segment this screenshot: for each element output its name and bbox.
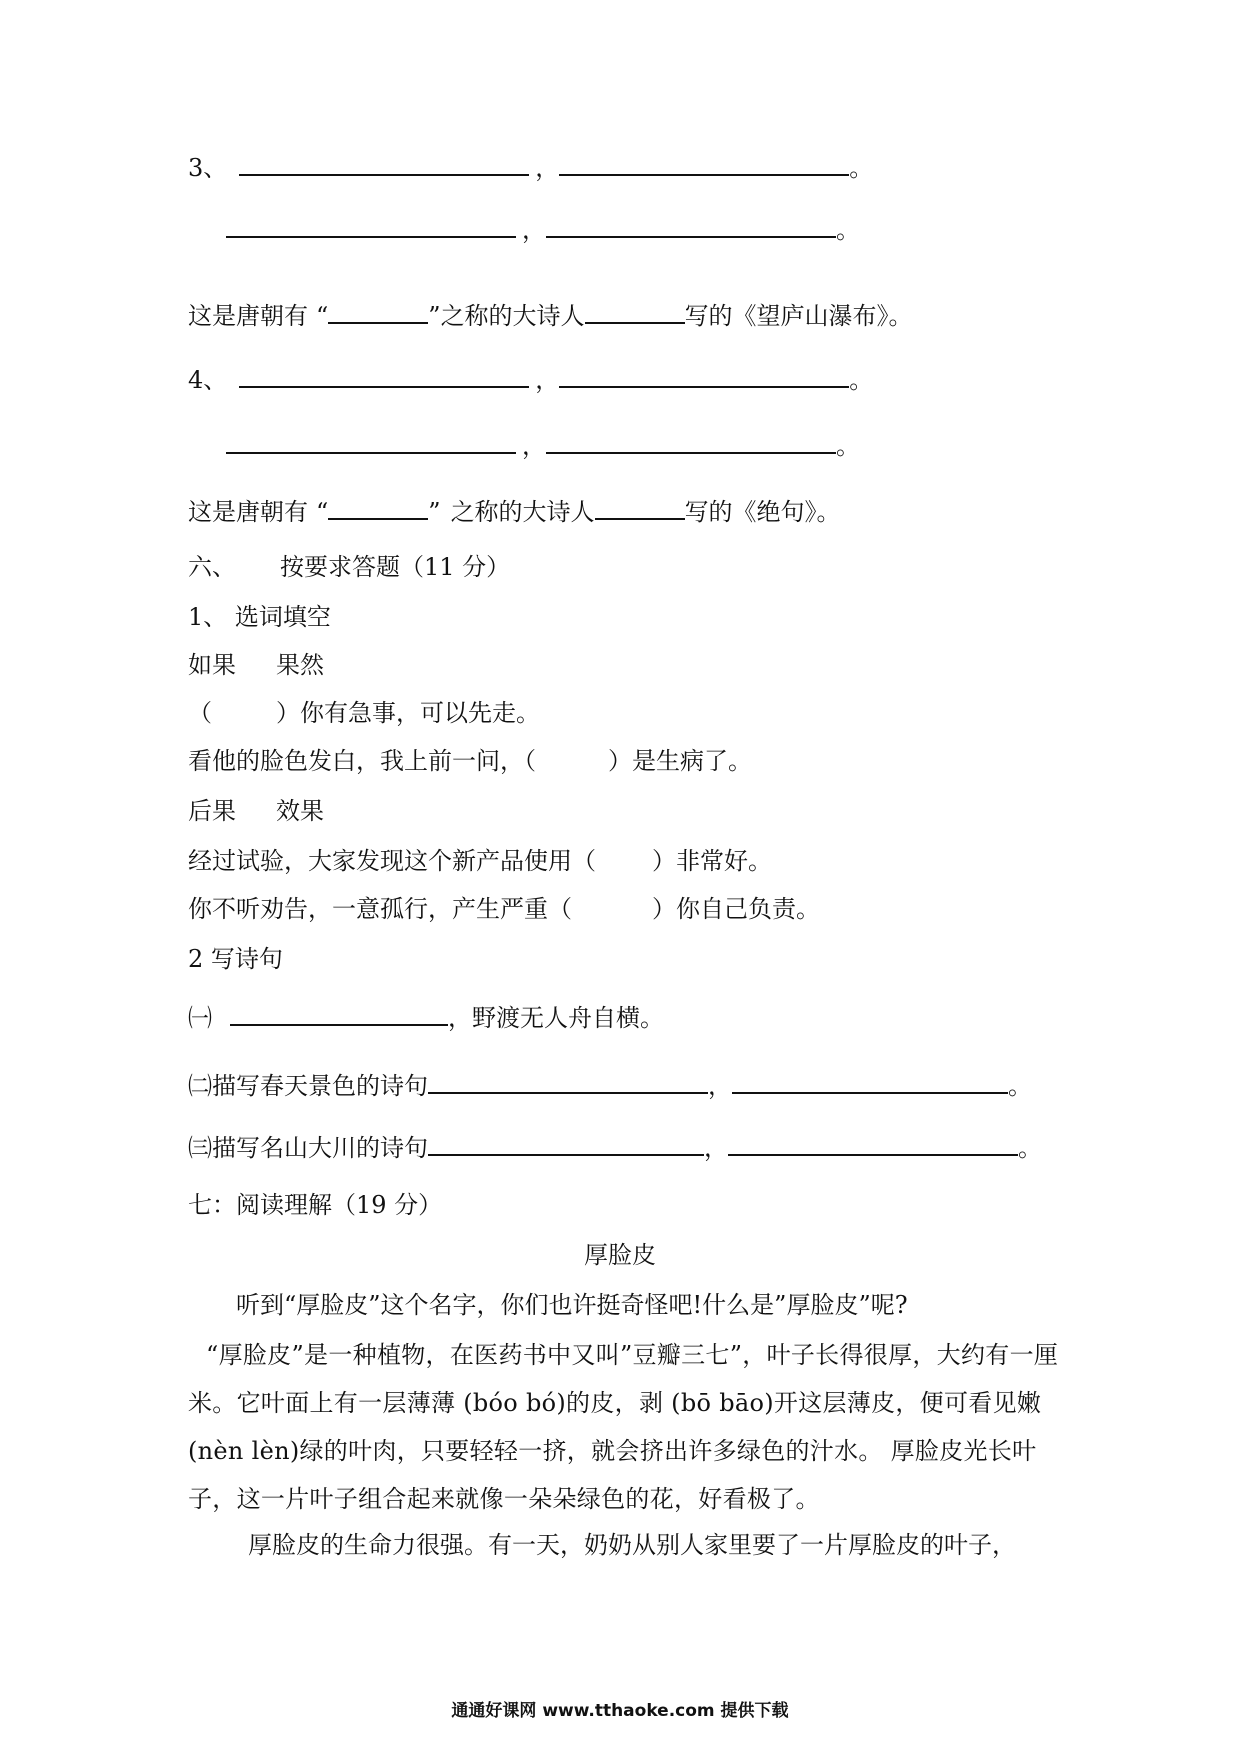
q4-blank-2b[interactable] bbox=[546, 430, 836, 454]
section7-heading: 七：阅读理解（19 分） bbox=[188, 1191, 443, 1219]
q3-blank-1b[interactable] bbox=[559, 152, 849, 176]
poem-line-2: ㈡描写春天景色的诗句 ， 。 bbox=[188, 1072, 1032, 1100]
q4-blank-1b[interactable] bbox=[559, 364, 849, 388]
section6-sub1-title: 1、 选词填空 bbox=[188, 603, 331, 631]
fill-sentence-1: （ ）你有急事，可以先走。 bbox=[188, 699, 540, 727]
footer-credit: 通通好课网 www.tthaoke.com 提供下载 bbox=[451, 1701, 789, 1721]
q3-title-blank[interactable] bbox=[328, 300, 428, 324]
q4-blank-2a[interactable] bbox=[226, 430, 516, 454]
fill-sentence-4: 你不听劝告，一意孤行，产生严重（ ）你自己负责。 bbox=[188, 895, 820, 923]
q4-number: 4、 bbox=[188, 366, 228, 394]
q3-number: 3、 bbox=[188, 154, 228, 182]
fill-sentence-3: 经过试验，大家发现这个新产品使用（ ）非常好。 bbox=[188, 847, 772, 875]
word-pair-1: 如果 果然 bbox=[188, 651, 324, 679]
q4-blank-1a[interactable] bbox=[239, 364, 529, 388]
section6-heading: 六、 按要求答题（11 分） bbox=[188, 553, 511, 581]
q3-period-2: 。 bbox=[836, 216, 860, 244]
q3-blank-2a[interactable] bbox=[226, 214, 516, 238]
q3-period-1: 。 bbox=[849, 154, 874, 182]
passage-paragraph-2: “厚脸皮”是一种植物，在医药书中又叫”豆瓣三七”，叶子长得很厚，大约有一厘米。它叶面上有一层薄薄 (bóo bó)的皮，剥 (bō bāo)开这层薄皮，便可看见嫩(nèn lèn)绿的叶肉，只要轻轻一挤，就会挤出许多绿色的汁水。 厚脸皮光长叶子，这一片叶子组合起来就像一朵朵绿色的花，好看极了。 bbox=[188, 1341, 1059, 1513]
poem-blank-1[interactable] bbox=[230, 1002, 448, 1026]
q4-poet-blank[interactable] bbox=[595, 496, 685, 520]
q4-line-2 bbox=[226, 430, 860, 461]
q4-info: 这是唐朝有 “ ” 之称的大诗人 写的《绝句》。 bbox=[188, 498, 841, 526]
q4-period-1: 。 bbox=[849, 366, 874, 394]
q4-period-2: 。 bbox=[836, 432, 860, 460]
poem-blank-3a[interactable] bbox=[428, 1132, 704, 1156]
poem-blank-2b[interactable] bbox=[732, 1070, 1008, 1094]
fill-sentence-2: 看他的脸色发白，我上前一问，（ ）是生病了。 bbox=[188, 747, 752, 775]
passage-title: 厚脸皮 bbox=[584, 1241, 656, 1269]
q4-title-blank[interactable] bbox=[328, 496, 428, 520]
q3-poet-blank[interactable] bbox=[585, 300, 685, 324]
q3-blank-1a[interactable] bbox=[239, 152, 529, 176]
q3-blank-2b[interactable] bbox=[546, 214, 836, 238]
q3-line-2 bbox=[226, 214, 860, 245]
poem-line-1: ㈠ ，野渡无人舟自横。 bbox=[188, 1004, 664, 1032]
q3-info: 这是唐朝有 “ ”之称的大诗人 写的《望庐山瀑布》。 bbox=[188, 302, 913, 330]
word-pair-2: 后果 效果 bbox=[188, 797, 324, 825]
passage-paragraph-1: 听到“厚脸皮”这个名字，你们也许挺奇怪吧!什么是”厚脸皮”呢? bbox=[236, 1291, 908, 1319]
poem-line-3: ㈢描写名山大川的诗句 ， 。 bbox=[188, 1134, 1042, 1162]
q4-comma-2: ， bbox=[522, 432, 546, 460]
q4-line-1 bbox=[188, 364, 873, 395]
poem-blank-3b[interactable] bbox=[728, 1132, 1018, 1156]
q3-comma-2: ， bbox=[522, 216, 546, 244]
q3-comma-1: ， bbox=[535, 154, 560, 182]
section6-sub2-title: 2 写诗句 bbox=[188, 945, 283, 973]
q4-comma-1: ， bbox=[535, 366, 560, 394]
passage-paragraph-3: 厚脸皮的生命力很强。有一天，奶奶从别人家里要了一片厚脸皮的叶子， bbox=[248, 1531, 1016, 1559]
poem-blank-2a[interactable] bbox=[428, 1070, 708, 1094]
q3-line-1 bbox=[188, 152, 873, 183]
